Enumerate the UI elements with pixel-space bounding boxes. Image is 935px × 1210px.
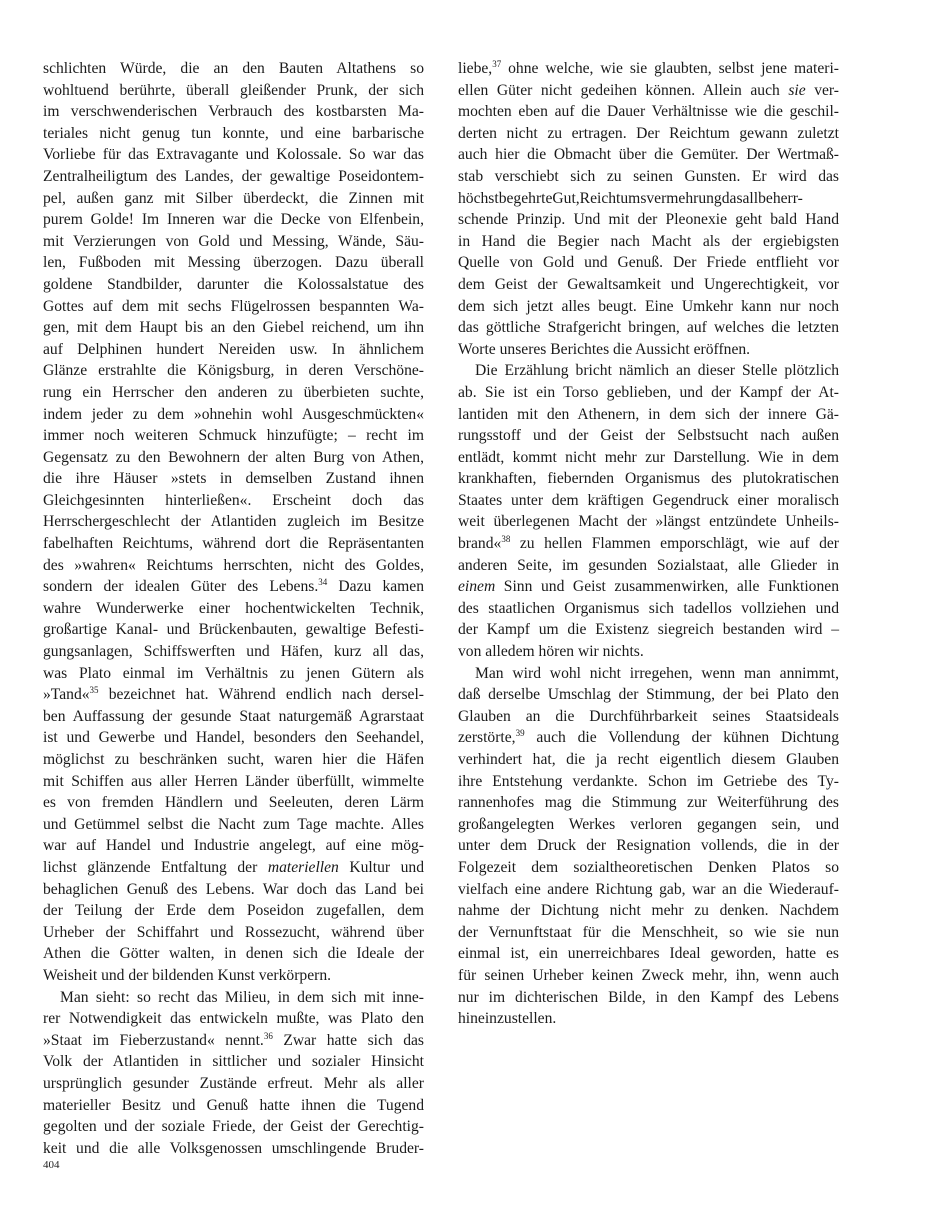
text-line: ben Auffassung der gesunde Staat naturgemäß Agrarstaat bbox=[43, 707, 424, 725]
text-line: und Getümmel selbst die Nacht zum Tage machte. Alles bbox=[43, 815, 424, 833]
text-line: Gegensatz zu den Bewohnern der alten Burg von Athen, bbox=[43, 448, 424, 466]
text-line: von alledem hören wir nichts. bbox=[458, 643, 644, 661]
footnote-reference[interactable]: 35 bbox=[89, 685, 99, 696]
text-line: Worte unseres Berichtes die Aussicht eröffnen. bbox=[458, 340, 751, 358]
text-line: höchstbegehrteGut,Reichtumsvermehrungdasallbeherr- bbox=[458, 189, 803, 207]
text-line: Urheber der Schiffahrt und Rossezucht, während über bbox=[43, 923, 424, 941]
text-line: gegolten und der soziale Friede, der Geist der Gerechtig- bbox=[43, 1118, 424, 1136]
text-line: im verschwenderischen Verbrauch des kostbarsten Ma- bbox=[43, 103, 424, 121]
text-line: lichst glänzende Entfaltung der materiellen Kultur und bbox=[43, 858, 424, 876]
text-line: dem sich jetzt alles beugt. Eine Umkehr kann nur noch bbox=[458, 297, 839, 315]
text-line: zerstörte,$^{39}$ auch die Vollendung der kühnen Dichtung bbox=[458, 728, 839, 747]
text-line: goldene Standbilder, darunter die Kolossalstatue des bbox=[43, 275, 424, 293]
text-line: Gottes auf dem mit sechs Flügelrossen bespannten Wa- bbox=[43, 297, 424, 315]
text-line: Quelle von Gold und Genuß. Der Friede entflieht vor bbox=[458, 254, 839, 272]
text-line: derten nicht zu ertragen. Der Reichtum gewann zuletzt bbox=[458, 124, 839, 142]
text-line: in Hand die Begier nach Macht als der ergiebigsten bbox=[458, 232, 839, 250]
text-line: behaglichen Genuß des Lebens. War doch das Land bei bbox=[43, 880, 424, 898]
text-line: anderen Seite, im gesunden Sozialstaat, alle Glieder in bbox=[458, 556, 839, 574]
text-line: rung ein Herrscher den anderen zu überbieten suchte, bbox=[43, 383, 424, 401]
text-line: sondern der idealen Güter des Lebens.$^{34}$ Dazu kamen bbox=[43, 577, 425, 596]
text-line: entlädt, kommt nicht mehr zur Darstellung. Wie in dem bbox=[458, 448, 839, 466]
text-line: des staatlichen Organismus sich tadellos vollziehen und bbox=[458, 599, 839, 617]
text-line: purem Golde! Im Inneren war die Decke von Elfenbein, bbox=[43, 211, 424, 229]
text-line: len, Fußboden mit Messing überzogen. Dazu überall bbox=[43, 254, 424, 272]
text-line: Volk der Atlantiden in sittlicher und sozialer Hinsicht bbox=[43, 1053, 424, 1071]
text-line: Man sieht: so recht das Milieu, in dem sich mit inne- bbox=[60, 988, 424, 1006]
text-line: verhindert hat, die ja recht eigentlich diesem Glauben bbox=[458, 751, 839, 768]
text-line: möglichst zu beschränken sucht, waren hier die Häfen bbox=[43, 751, 424, 768]
text-line: wohltuend berührte, überall gleißender Prunk, der sich bbox=[43, 81, 424, 99]
text-line: materieller Besitz und Genuß hatte ihnen die Tugend bbox=[43, 1096, 424, 1114]
text-line: der Teilung der Erde dem Poseidon zugefallen, dem bbox=[43, 902, 424, 920]
text-line: Vorliebe für das Extravagante und Kolossale. So war das bbox=[43, 146, 424, 164]
text-line: schende Prinzip. Und mit der Pleonexie geht bald Hand bbox=[458, 211, 839, 229]
text-line: hineinzustellen. bbox=[458, 1010, 557, 1028]
text-line: der Vernunftstaat für die Menschheit, so wie sie nun bbox=[458, 923, 839, 941]
footnote-reference[interactable]: 36 bbox=[263, 1030, 273, 1041]
text-line: weit überlegenen Macht der »längst entzündete Unheils- bbox=[458, 513, 839, 531]
text-line: pel, außen ganz mit Silber überdeckt, die Zinnen mit bbox=[43, 189, 424, 207]
text-line: ist und Gewerbe und Handel, besonders den Seehandel, bbox=[43, 729, 424, 747]
text-line: gen, mit dem Haupt bis an den Giebel reichend, um ihn bbox=[43, 319, 424, 337]
emphasis: einem bbox=[458, 578, 496, 596]
text-line: mit Verzierungen von Gold und Messing, Wände, Säu- bbox=[43, 232, 424, 250]
text-line: stab verschiebt sich zu seinen Gunsten. Er wird das bbox=[458, 167, 839, 185]
text-line: rer Notwendigkeit das entwickeln mußte, was Plato den bbox=[43, 1010, 424, 1028]
text-line: großangelegten Werkes verloren gegangen sein, und bbox=[458, 815, 839, 833]
text-line: was Plato einmal im Verhältnis zu jenen Gütern als bbox=[43, 664, 424, 682]
text-line: mochten eben auf die Dauer Verhältnisse wie die geschil- bbox=[458, 103, 839, 121]
text-line: Zentralheiligtum des Landes, der gewaltige Poseidontem- bbox=[43, 167, 424, 185]
text-line: Glänze erstrahlte die Königsburg, in deren Verschöne- bbox=[43, 362, 424, 380]
footnote-reference[interactable]: 38 bbox=[501, 534, 511, 545]
text-line: teriales nicht genug tun konnte, und eine barbarische bbox=[43, 124, 424, 142]
text-line: ab. Sie ist ein Torso geblieben, und der Kampf der At- bbox=[458, 383, 839, 401]
text-line: unter dem Druck der Resignation vollends, die in der bbox=[458, 837, 839, 855]
text-line: Weisheit und der bildenden Kunst verkörpern. bbox=[43, 966, 332, 984]
text-line: wahre Wunderwerke einer hochentwickelten Technik, bbox=[43, 599, 424, 617]
text-line: Staates unter dem kräftigen Gegendruck einer moralisch bbox=[458, 491, 839, 509]
text-line: ursprünglich gesunder Zustände erfreut. Mehr als aller bbox=[43, 1074, 424, 1092]
text-line: schlichten Würde, die an den Bauten Altathens so bbox=[43, 60, 424, 77]
text-line: lantiden mit den Athenern, in dem sich der innere Gä- bbox=[458, 405, 839, 423]
page-number: 404 bbox=[43, 1159, 60, 1171]
left-text-column bbox=[43, 58, 424, 1159]
footnote-reference[interactable]: 39 bbox=[515, 728, 525, 739]
text-line: Glauben an die Durchführbarkeit seines Staatsideals bbox=[458, 707, 839, 725]
text-line: ellen Güter nicht gedeihen können. Allein auch sie ver- bbox=[458, 81, 839, 99]
footnote-reference[interactable]: 37 bbox=[492, 59, 502, 69]
text-line: rannenhofes mag die Stimmung zur Weiterführung des bbox=[458, 794, 839, 812]
right-text-column bbox=[458, 58, 839, 1030]
text-line: mit Schiffen aus aller Herren Länder überfüllt, wimmelte bbox=[43, 772, 424, 790]
text-line: auf Delphinen hundert Nereiden usw. In ähnlichem bbox=[43, 340, 424, 358]
text-line: Athen die Götter walten, in denen sich die Ideale der bbox=[43, 945, 424, 963]
text-line: Gleichgesinnten hinterließen«. Erscheint doch das bbox=[43, 491, 424, 509]
text-line: »Tand«$^{35}$ bezeichnet hat. Während endlich nach dersel- bbox=[43, 685, 424, 704]
text-line: gungsanlagen, Schiffswerften und Häfen, kurz all das, bbox=[43, 643, 424, 661]
text-line: die ihre Häuser »stets in demselben Zustand ihnen bbox=[43, 470, 424, 488]
text-line: einmal ist, ein unerreichbares Ideal geworden, hatte es bbox=[458, 945, 839, 963]
text-line: einem Sinn und Geist zusammenwirken, alle Funktionen bbox=[458, 578, 839, 596]
text-line: indem jeder zu dem »ohnehin wohl Ausgeschmückten« bbox=[43, 405, 424, 423]
text-line: liebe,$^{37}$ ohne welche, wie sie glaubten, selbst jene materi- bbox=[458, 59, 839, 77]
text-line: keit und die alle Volksgenossen umschlingende Bruder- bbox=[43, 1139, 424, 1157]
text-line: immer noch weiteren Schmuck hinzufügte; – recht im bbox=[43, 427, 424, 445]
text-line: auch hier die Obmacht über die Gemüter. Der Wertmaß- bbox=[458, 146, 839, 164]
text-line: dem Geist der Gewaltsamkeit und Ungerechtigkeit, vor bbox=[458, 275, 839, 293]
text-line: es von fremden Händlern und Seeleuten, deren Lärm bbox=[43, 794, 424, 812]
footnote-reference[interactable]: 34 bbox=[318, 577, 328, 588]
text-line: Herrschergeschlecht der Atlantiden zugleich im Besitze bbox=[43, 513, 424, 531]
text-line: nur im dichterischen Bilde, in den Kampf des Lebens bbox=[458, 988, 839, 1006]
text-line: vielfach eine andere Richtung gab, war an die Wiederauf- bbox=[458, 880, 839, 898]
text-line: des »wahren« Reichtums herrschten, nicht des Goldes, bbox=[43, 556, 424, 574]
text-line: Die Erzählung bricht nämlich an dieser Stelle plötzlich bbox=[475, 362, 839, 380]
text-line: Man wird wohl nicht irregehen, wenn man annimmt, bbox=[475, 664, 839, 682]
text-line: krankhaften, fiebernden Organismus des plutokratischen bbox=[458, 470, 839, 488]
text-line: »Staat im Fieberzustand« nennt.$^{36}$ Zwar hatte sich das bbox=[43, 1030, 424, 1049]
text-line: war auf Handel und Industrie angelegt, auf eine mög- bbox=[43, 837, 424, 855]
text-line: großartige Kanal- und Brückenbauten, gewaltige Befesti- bbox=[43, 621, 424, 639]
text-line: für seinen Urheber keinen Zweck mehr, ihn, wenn auch bbox=[458, 966, 839, 984]
text-line: nahme der Dichtung nicht mehr zu denken. Nachdem bbox=[458, 902, 839, 920]
text-line: der Kampf um die Existenz siegreich bestanden wird – bbox=[458, 621, 839, 639]
text-line: Folgezeit dem sozialtheoretischen Denken Platos so bbox=[458, 858, 839, 876]
text-line: fabelhaften Reichtums, während dort die Repräsentanten bbox=[43, 535, 424, 553]
text-line: rungsstoff und der Geist der Selbstsucht nach außen bbox=[458, 427, 839, 445]
text-line: das göttliche Strafgericht bringen, auf welches die letzten bbox=[458, 319, 839, 337]
text-line: daß derselbe Umschlag der Stimmung, der bei Plato den bbox=[458, 686, 839, 704]
emphasis: materiellen bbox=[267, 858, 339, 876]
text-line: ihre Entstehung verdankte. Schon im Getriebe des Ty- bbox=[458, 772, 839, 790]
emphasis: sie bbox=[788, 81, 806, 99]
text-line: brand«$^{38}$ zu hellen Flammen emporschlägt, wie auf der bbox=[458, 534, 839, 553]
